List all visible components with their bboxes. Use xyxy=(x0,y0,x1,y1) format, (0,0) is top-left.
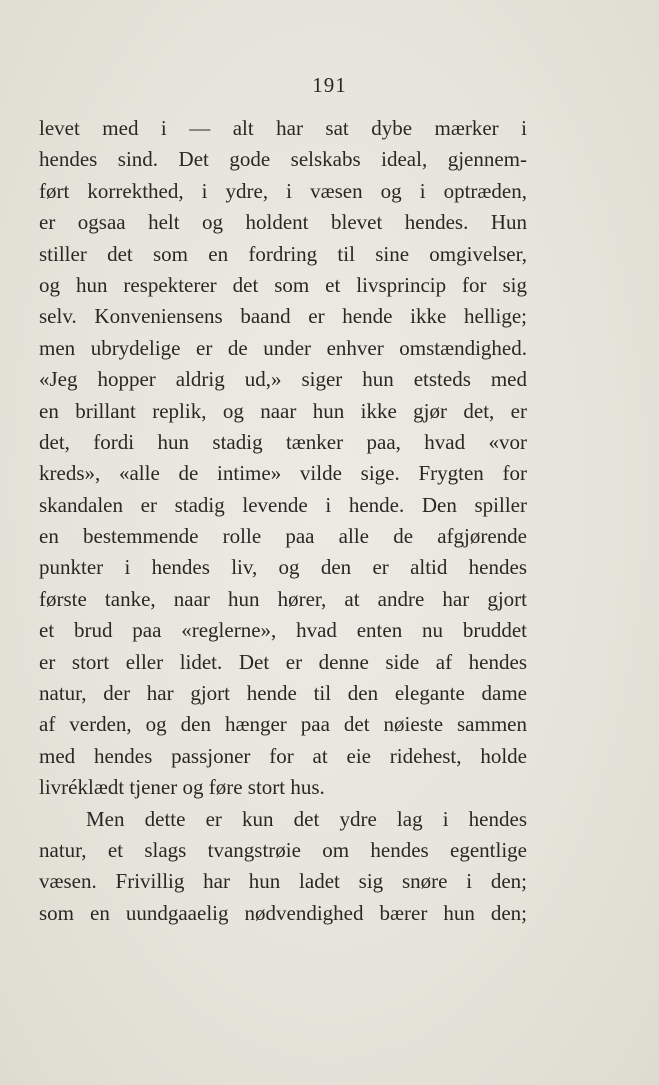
text-line: natur, der har gjort hende til den elegante dame xyxy=(39,681,527,706)
text-line: punkter i hendes liv, og den er altid hendes xyxy=(39,555,527,580)
text-line: er ogsaa helt og holdent blevet hendes. Hun xyxy=(39,210,527,235)
text-line: skandalen er stadig levende i hende. Den spiller xyxy=(39,492,527,517)
text-line: og hun respekterer det som et livsprincip for sig xyxy=(39,272,527,297)
text-line: Men dette er kun det ydre lag i hendes xyxy=(86,806,527,831)
text-line: kreds», «alle de intime» vilde sige. Frygten for xyxy=(39,461,527,486)
text-line: stiller det som en fordring til sine omgivelser, xyxy=(39,241,527,266)
text-line: en bestemmende rolle paa alle de afgjørende xyxy=(39,524,527,549)
text-line: men ubrydelige er de under enhver omstændighed. xyxy=(39,335,527,360)
text-line: et brud paa «reglerne», hvad enten nu bruddet xyxy=(39,618,527,643)
text-line: af verden, og den hænger paa det nøieste sammen xyxy=(39,712,527,737)
text-line: er stort eller lidet. Det er denne side af hendes xyxy=(39,649,527,674)
text-line: selv. Konveniensens baand er hende ikke hellige; xyxy=(39,304,527,329)
paragraph-1 xyxy=(39,113,527,804)
text-line: levet med i — alt har sat dybe mærker i xyxy=(39,116,527,140)
text-line: første tanke, naar hun hører, at andre har gjort xyxy=(39,586,527,611)
text-line: med hendes passjoner for at eie ridehest, holde xyxy=(39,743,527,768)
text-line: natur, et slags tvangstrøie om hendes egentlige xyxy=(39,837,527,862)
paragraph-2 xyxy=(39,804,527,930)
text-line: som en uundgaaelig nødvendighed bærer hun den; xyxy=(39,900,527,925)
text-line: ført korrekthed, i ydre, i væsen og i optræden, xyxy=(39,178,527,203)
text-line: en brillant replik, og naar hun ikke gjør det, er xyxy=(39,398,527,423)
text-line: livréklædt tjener og føre stort hus. xyxy=(39,775,325,800)
text-line: hendes sind. Det gode selskabs ideal, gjennem- xyxy=(39,147,527,172)
text-line: «Jeg hopper aldrig ud,» siger hun etsteds med xyxy=(39,367,527,392)
text-line: væsen. Frivillig har hun ladet sig snøre i den; xyxy=(39,869,527,894)
text-line: det, fordi hun stadig tænker paa, hvad «vor xyxy=(39,429,527,454)
page-number: 191 xyxy=(312,73,347,97)
body-text xyxy=(39,113,527,929)
